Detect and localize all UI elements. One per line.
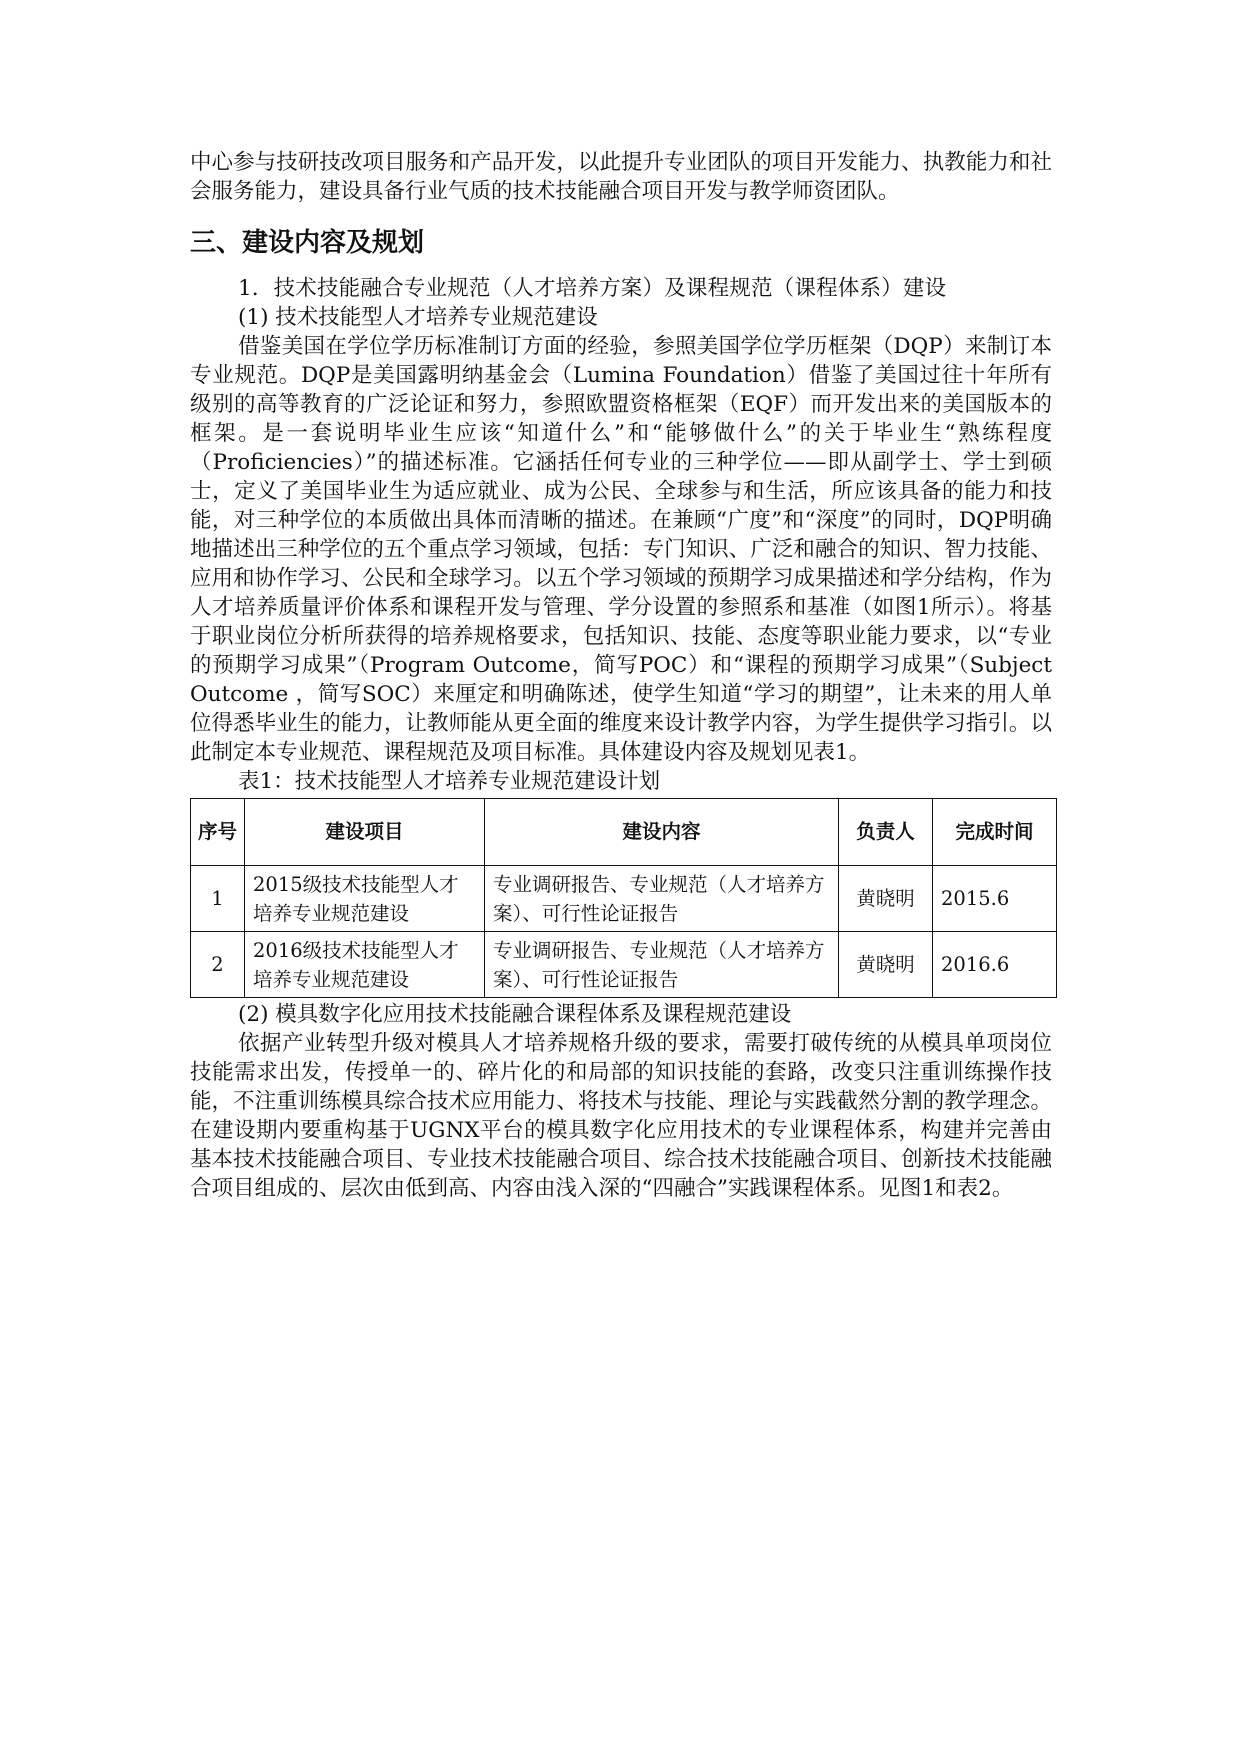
row-project: 2016级技术技能型人才培养专业规范建设: [245, 932, 485, 998]
item-heading-1: 1．技术技能融合专业规范（人才培养方案）及课程规范（课程体系）建设: [238, 276, 947, 301]
row-index: 2: [191, 932, 245, 998]
subheading-2: (2) 模具数字化应用技术技能融合课程体系及课程规范建设: [238, 1002, 792, 1027]
header-cell-content: 建设内容: [485, 799, 839, 866]
page-content: [190, 148, 1052, 1203]
body-paragraph-dqp: 借鉴美国在学位学历标准制订方面的经验，参照美国学位学历框架（DQP）来制订本专业规范。DQP是美国露明纳基金会（Lumina Foundation）借鉴了美国过往十年所有级别的高等教育的广泛论证和努力，参照欧盟资格框架（EQF）而开发出来的美国版本的框架。是一套说明毕业生应该“知道什么”和“能够做什么”的关于毕业生“熟练程度（Proficiencies）”的描述标准。它涵括任何专业的三种学位——即从副学士、学士到硕士，定义了美国毕业生为适应就业、成为公民、全球参与和生活，所应该具备的能力和技能，对三种学位的本质做出具体而清晰的描述。在兼顾“广度”和“深度”的同时，DQP明确地描述出三种学位的五个重点学习领域，包括：专门知识、广泛和融合的知识、智力技能、应用和协作学习、公民和全球学习。以五个学习领域的预期学习成果描述和学分结构，作为人才培养质量评价体系和课程开发与管理、学分设置的参照系和基准（如图1所示）。将基于职业岗位分析所获得的培养规格要求，包括知识、技能、态度等职业能力要求，以“专业的预期学习成果”（Program Outcome，简写POC）和“课程的预期学习成果”（Subject Outcome ，简写SOC）来厘定和明确陈述，使学生知道“学习的期望”，让未来的用人单位得悉毕业生的能力，让教师能从更全面的维度来设计教学内容，为学生提供学习指引。以此制定本专业规范、课程规范及项目标准。具体建设内容及规划见表1。: [190, 334, 1052, 765]
section-heading: 三、建设内容及规划: [190, 228, 425, 258]
row-deadline: 2015.6: [933, 866, 1057, 932]
row-owner: 黄晓明: [839, 866, 933, 932]
header-cell-owner: 负责人: [839, 799, 933, 866]
header-cell-index: 序号: [191, 799, 245, 866]
table-row: [191, 866, 1057, 932]
row-content: 专业调研报告、专业规范（人才培养方案）、可行性论证报告: [485, 932, 839, 998]
subheading-1: (1) 技术技能型人才培养专业规范建设: [238, 305, 598, 330]
construction-plan-table: [190, 798, 1057, 998]
intro-paragraph: 中心参与技研技改项目服务和产品开发，以此提升专业团队的项目开发能力、执教能力和社会服务能力，建设具备行业气质的技术技能融合项目开发与教学师资团队。: [190, 150, 1052, 204]
body-paragraph-curriculum: 依据产业转型升级对模具人才培养规格升级的要求，需要打破传统的从模具单项岗位技能需求出发，传授单一的、碎片化的和局部的知识技能的套路，改变只注重训练操作技能，不注重训练模具综合技术应用能力、将技术与技能、理论与实践截然分割的教学理念。在建设期内要重构基于UGNX平台的模具数字化应用技术的专业课程体系，构建并完善由基本技术技能融合项目、专业技术技能融合项目、综合技术技能融合项目、创新技术技能融合项目组成的、层次由低到高、内容由浅入深的“四融合”实践课程体系。见图1和表2。: [190, 1031, 1052, 1201]
row-deadline: 2016.6: [933, 932, 1057, 998]
header-cell-deadline: 完成时间: [933, 799, 1057, 866]
table-caption: 表1：技术技能型人才培养专业规范建设计划: [238, 769, 661, 794]
table-row: [191, 932, 1057, 998]
row-project: 2015级技术技能型人才培养专业规范建设: [245, 866, 485, 932]
table-header-row: [191, 799, 1057, 866]
row-content: 专业调研报告、专业规范（人才培养方案）、可行性论证报告: [485, 866, 839, 932]
row-owner: 黄晓明: [839, 932, 933, 998]
row-index: 1: [191, 866, 245, 932]
header-cell-project: 建设项目: [245, 799, 485, 866]
